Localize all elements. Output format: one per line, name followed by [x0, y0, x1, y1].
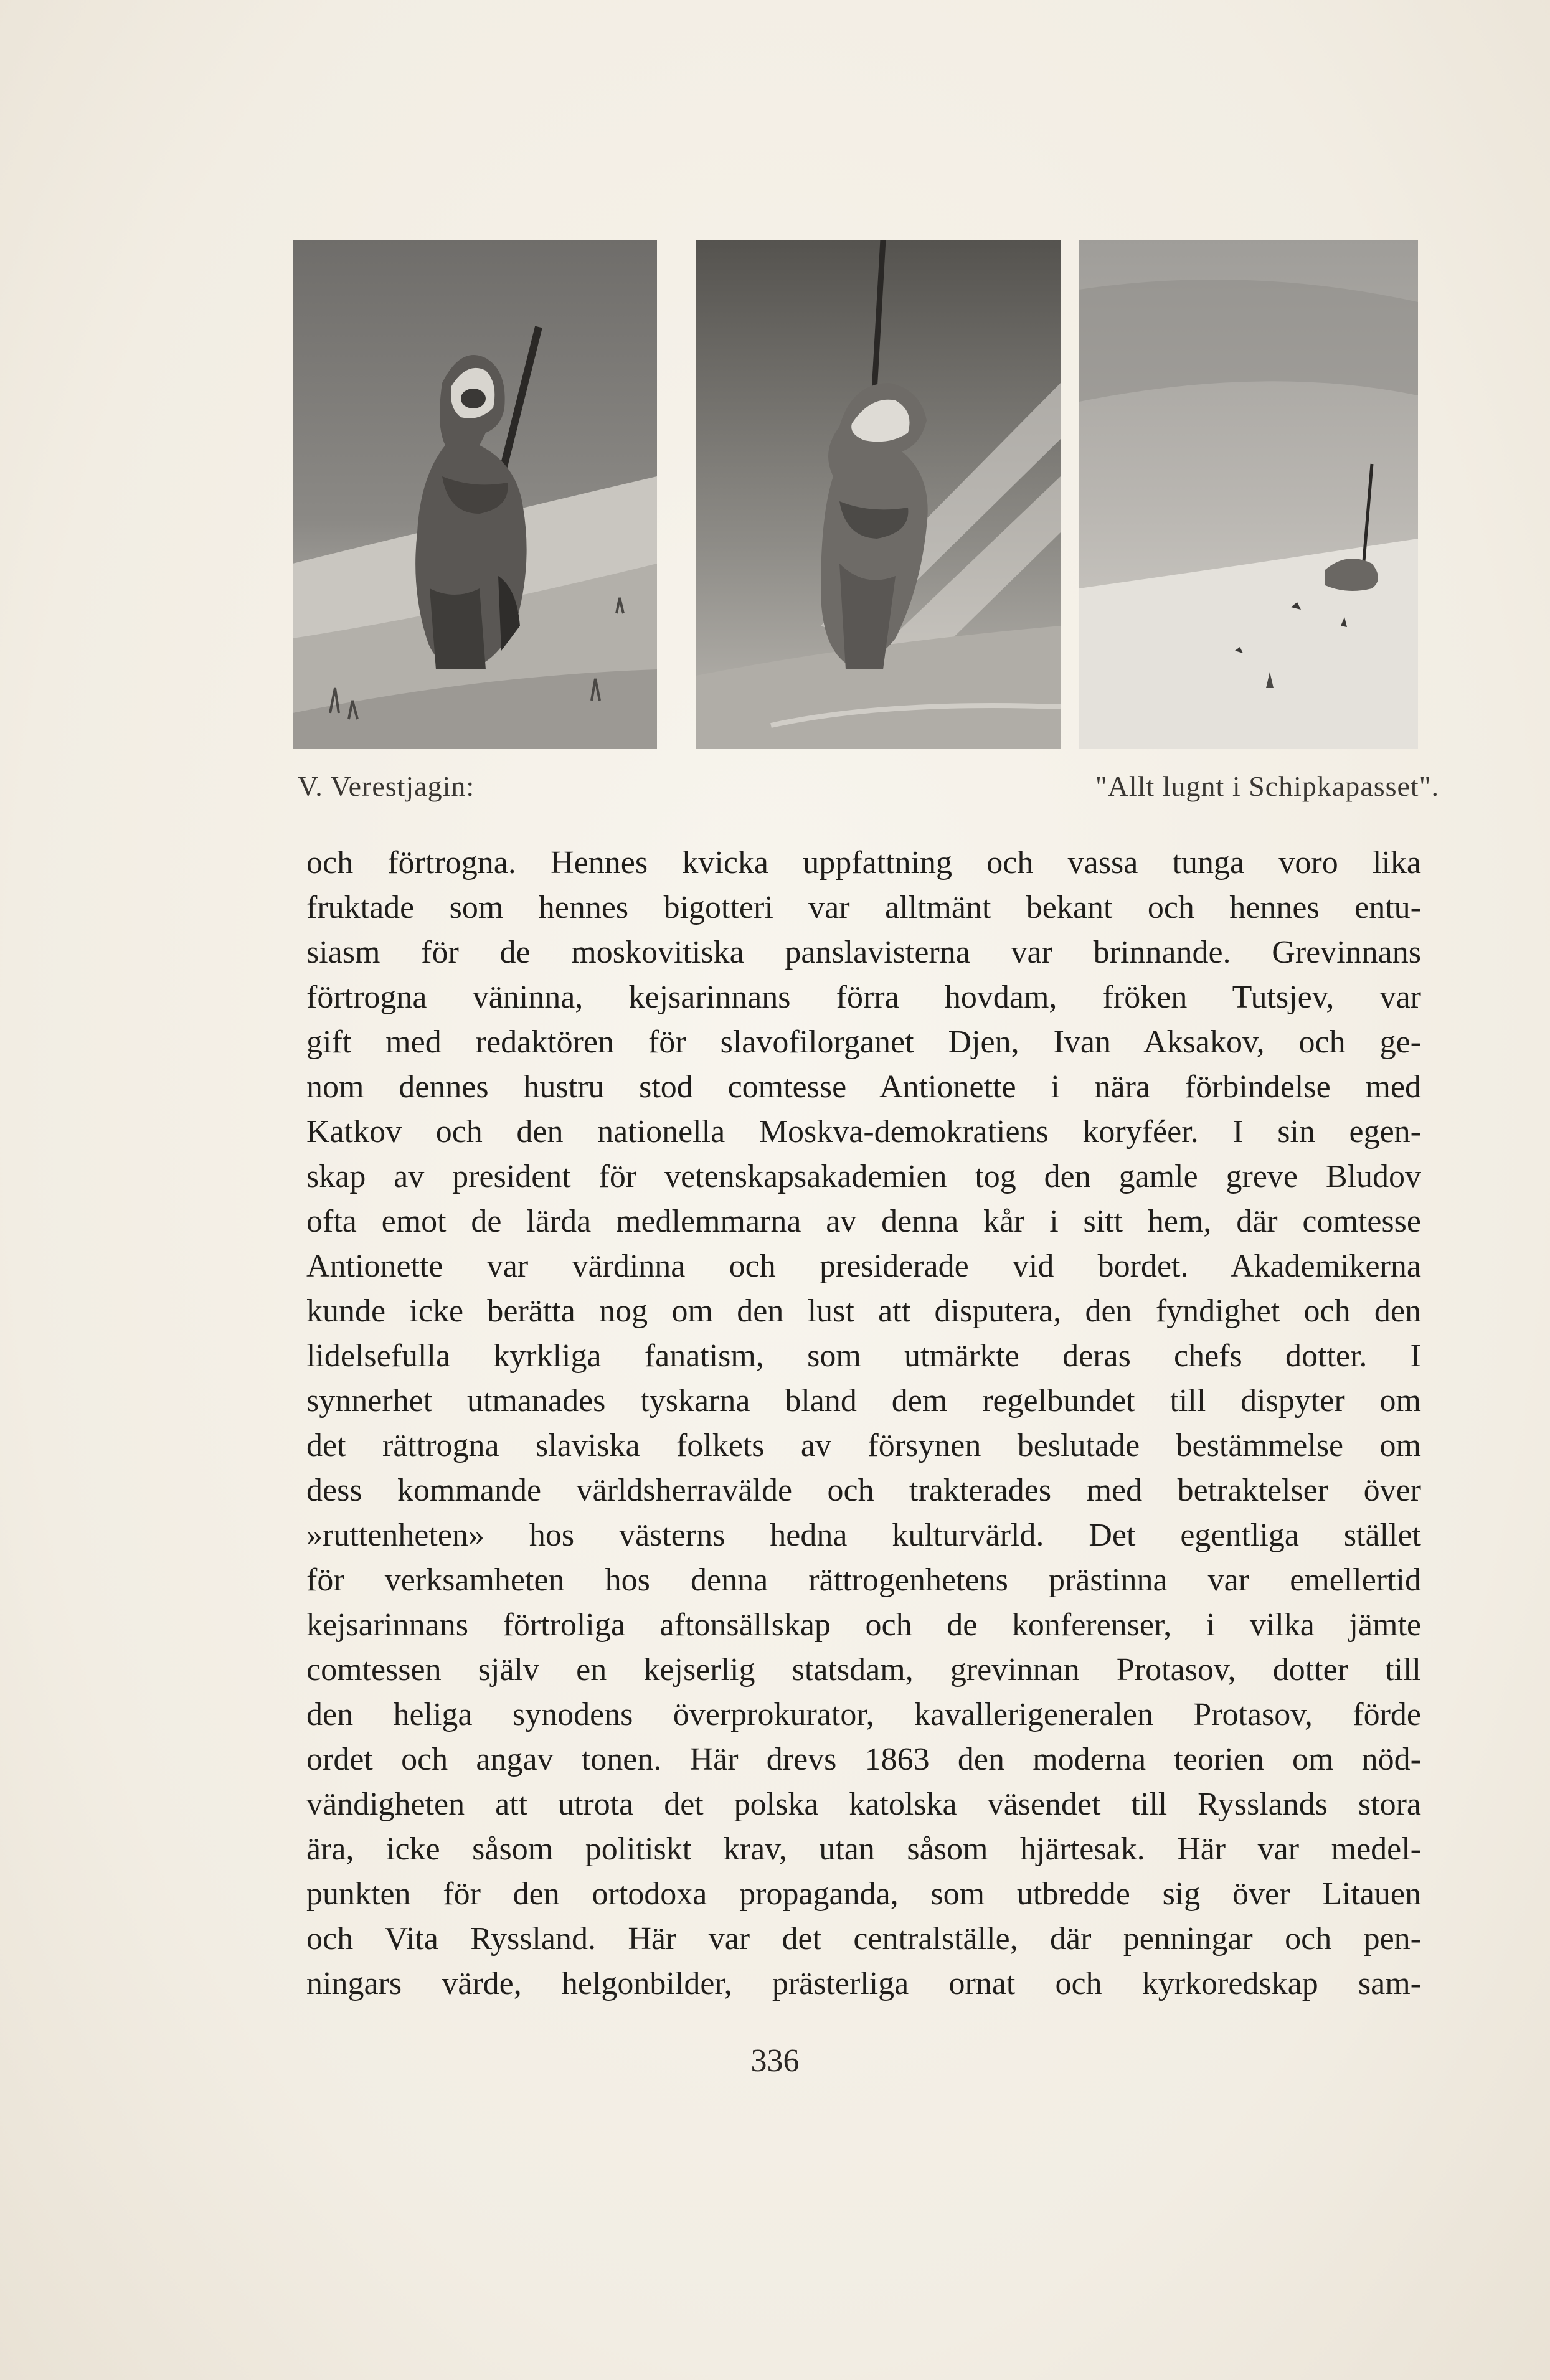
text-line: Antionette var värdinna och presiderade vid bordet. Akademikerna: [306, 1249, 1421, 1284]
text-line: och förtrogna. Hennes kvicka uppfattning och vassa tunga voro lika: [306, 845, 1421, 881]
plate-sentry-buried-in-snow: [1079, 240, 1418, 749]
text-line: nom dennes hustru stod comtesse Antionette i nära förbindelse med: [306, 1069, 1421, 1105]
text-line: ningars värde, helgonbilder, prästerliga ornat och kyrkoredskap sam-: [306, 1966, 1421, 2001]
text-line: dess kommande världsherravälde och trakterades med betraktelser över: [306, 1473, 1421, 1508]
text-line: det rättrogna slaviska folkets av försynen beslutade bestämmelse om: [306, 1428, 1421, 1463]
text-line: kejsarinnans förtroliga aftonsällskap och de konferenser, i vilka jämte: [306, 1607, 1421, 1643]
caption-artist: V. Verestjagin:: [298, 770, 475, 802]
text-line: för verksamheten hos denna rättrogenhetens prästinna var emellertid: [306, 1562, 1421, 1598]
sentry-standing-image: [293, 240, 657, 749]
text-line: vändigheten att utrota det polska katolska väsendet till Rysslands stora: [306, 1787, 1421, 1822]
text-line: kunde icke berätta nog om den lust att disputera, den fyndighet och den: [306, 1293, 1421, 1329]
text-line: Katkov och den nationella Moskva-demokratiens koryféer. I sin egen-: [306, 1114, 1421, 1150]
illustration-triptych: [293, 240, 1418, 749]
text-line: förtrogna väninna, kejsarinnans förra hovdam, fröken Tutsjev, var: [306, 980, 1421, 1015]
text-line: ofta emot de lärda medlemmarna av denna kår i sitt hem, där comtesse: [306, 1204, 1421, 1239]
text-line: »ruttenheten» hos västerns hedna kulturvärld. Det egentliga stället: [306, 1518, 1421, 1553]
text-line: fruktade som hennes bigotteri var alltmänt bekant och hennes entu-: [306, 890, 1421, 925]
page-number: 336: [750, 2043, 800, 2079]
text-line: ära, icke såsom politiskt krav, utan såsom hjärtesak. Här var medel-: [306, 1831, 1421, 1867]
text-line: comtessen själv en kejserlig statsdam, grevinnan Protasov, dotter till: [306, 1652, 1421, 1688]
text-line: och Vita Ryssland. Här var det centralställe, där penningar och pen-: [306, 1921, 1421, 1957]
text-line: synnerhet utmanades tyskarna bland dem regelbundet till dispyter om: [306, 1383, 1421, 1419]
text-line: den heliga synodens överprokurator, kavallerigeneralen Protasov, förde: [306, 1697, 1421, 1732]
text-line: punkten för den ortodoxa propaganda, som utbredde sig över Litauen: [306, 1876, 1421, 1912]
text-line: ordet och angav tonen. Här drevs 1863 den moderna teorien om nöd-: [306, 1742, 1421, 1777]
sentry-buried-in-snow-image: [1079, 240, 1418, 749]
text-line: skap av president för vetenskapsakademien tog den gamle greve Bludov: [306, 1159, 1421, 1194]
plate-sentry-standing: [293, 240, 657, 749]
text-line: siasm för de moskovitiska panslavisterna var brinnande. Grevinnans: [306, 935, 1421, 970]
body-text: [306, 841, 1421, 2006]
text-line: lidelsefulla kyrkliga fanatism, som utmärkte deras chefs dotter. I: [306, 1338, 1421, 1374]
plate-sentry-in-snowstorm: [696, 240, 1061, 749]
caption-title: "Allt lugnt i Schipkapasset".: [1095, 770, 1439, 802]
text-line: gift med redaktören för slavofilorganet Djen, Ivan Aksakov, och ge-: [306, 1024, 1421, 1060]
sentry-in-snowstorm-image: [696, 240, 1061, 749]
